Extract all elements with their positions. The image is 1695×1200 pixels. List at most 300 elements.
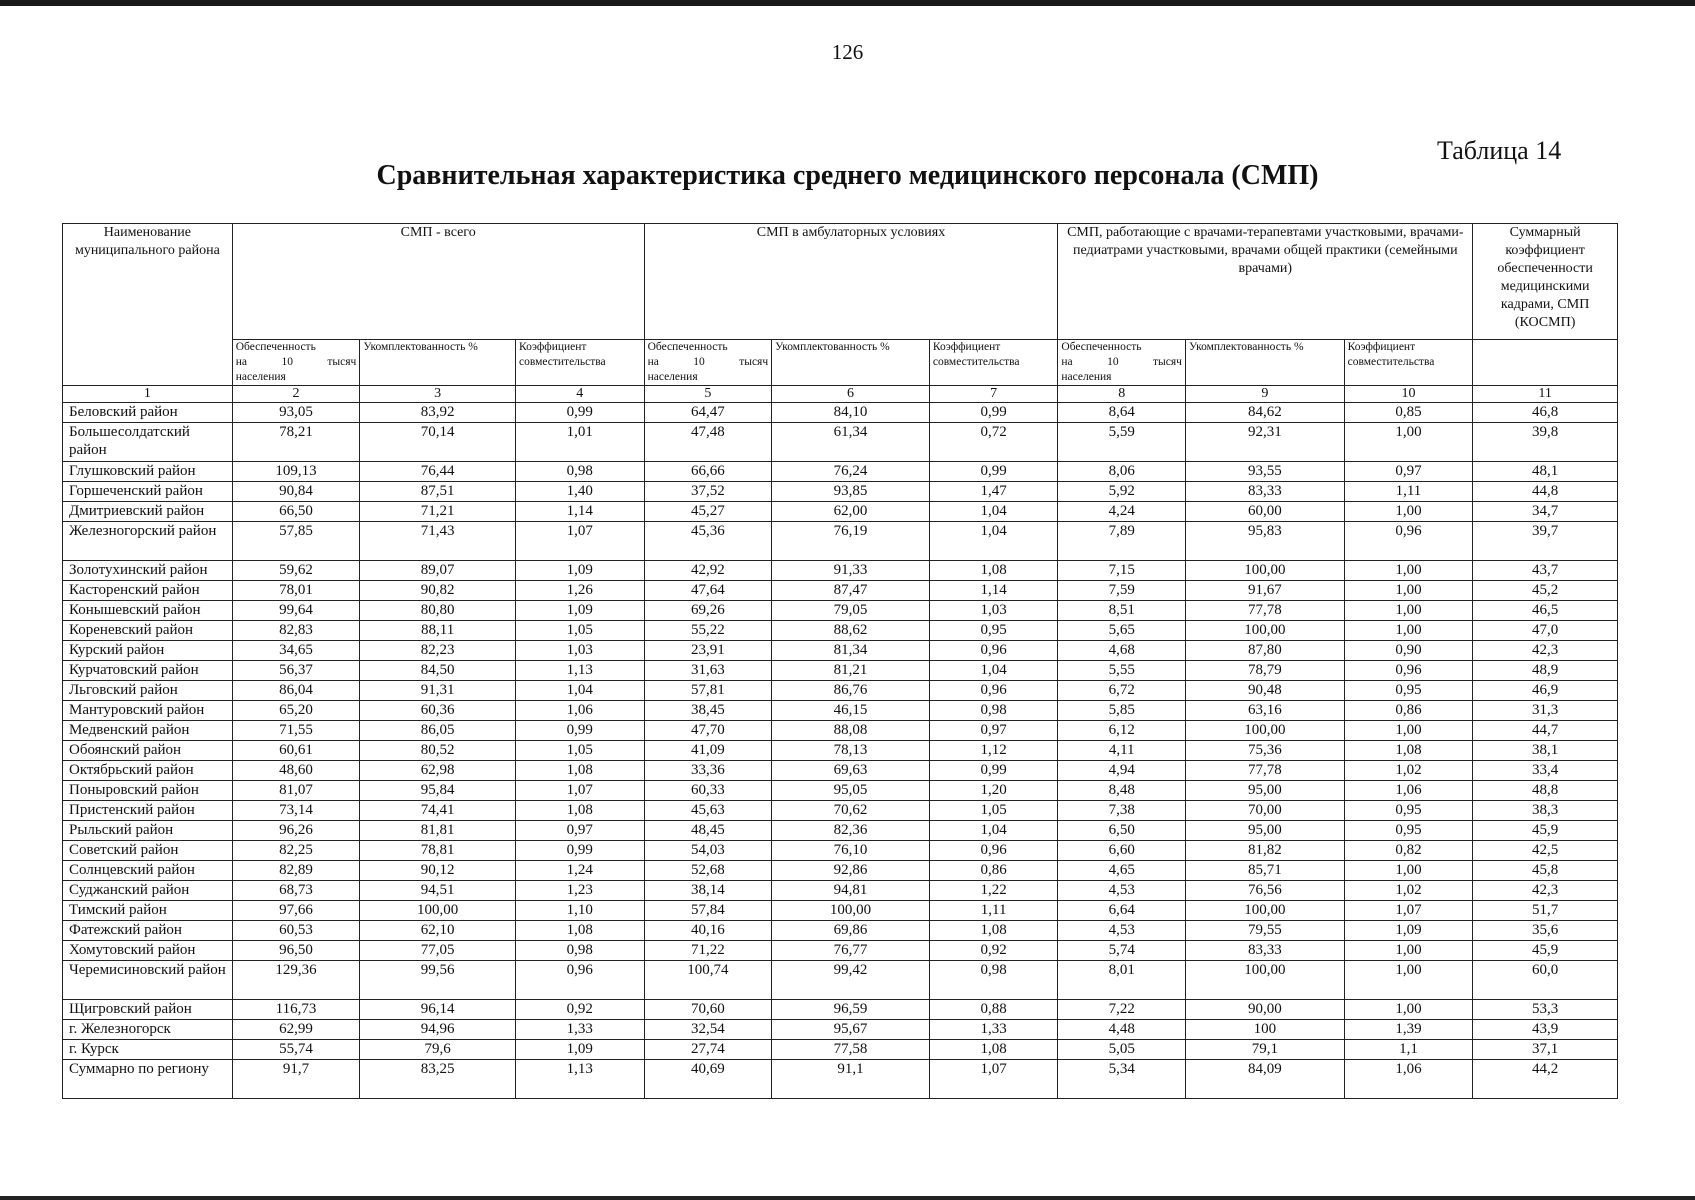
table-row [63,1020,1618,1040]
value-cell: 5,65 [1058,621,1186,641]
value-cell: 7,38 [1058,801,1186,821]
value-cell: 70,62 [772,801,930,821]
value-cell: 99,42 [772,961,930,1000]
district-name-cell: Поныровский район [63,781,233,801]
table-row [63,861,1618,881]
value-cell: 1,00 [1344,961,1473,1000]
district-name-cell: Обоянский район [63,741,233,761]
value-cell: 8,64 [1058,403,1186,423]
scan-border-bottom [0,1196,1695,1200]
value-cell: 1,10 [516,901,645,921]
value-cell: 1,04 [929,522,1058,561]
value-cell: 0,82 [1344,841,1473,861]
value-cell: 83,25 [360,1060,516,1099]
subheader-provision-word: тысяч [1153,356,1182,368]
subheader-provision-line2 [236,355,357,370]
table-row [63,881,1618,901]
value-cell: 1,33 [929,1020,1058,1040]
value-cell: 87,80 [1185,641,1344,661]
value-cell: 96,59 [772,1000,930,1020]
value-cell: 94,51 [360,881,516,901]
value-cell: 69,86 [772,921,930,941]
subheader-staffing: Укомплектованность % [1185,340,1344,386]
column-number: 9 [1185,386,1344,403]
value-cell: 91,67 [1185,581,1344,601]
value-cell: 45,63 [644,801,772,821]
value-cell: 5,74 [1058,941,1186,961]
value-cell: 75,36 [1185,741,1344,761]
table-row [63,621,1618,641]
value-cell: 0,97 [1344,462,1473,482]
value-cell: 5,05 [1058,1040,1186,1060]
subheader-provision-line1: Обеспеченность [1061,341,1142,353]
table-row [63,641,1618,661]
value-cell: 76,10 [772,841,930,861]
value-cell: 100,00 [1185,721,1344,741]
value-cell: 1,00 [1344,601,1473,621]
value-cell: 82,25 [232,841,360,861]
value-cell: 45,8 [1473,861,1618,881]
value-cell: 0,96 [1344,661,1473,681]
subheader-coefficient: Коэффициент совместительства [516,340,645,386]
district-name-cell: Медвенский район [63,721,233,741]
value-cell: 1,02 [1344,881,1473,901]
value-cell: 1,00 [1344,502,1473,522]
value-cell: 76,44 [360,462,516,482]
value-cell: 100,74 [644,961,772,1000]
value-cell: 47,70 [644,721,772,741]
table-row [63,522,1618,561]
value-cell: 34,65 [232,641,360,661]
value-cell: 95,05 [772,781,930,801]
value-cell: 1,03 [929,601,1058,621]
value-cell: 31,63 [644,661,772,681]
value-cell: 100,00 [360,901,516,921]
table-row [63,781,1618,801]
value-cell: 0,88 [929,1000,1058,1020]
value-cell: 51,7 [1473,901,1618,921]
subheader-provision [644,340,772,386]
value-cell: 81,21 [772,661,930,681]
value-cell: 129,36 [232,961,360,1000]
value-cell: 1,09 [516,1040,645,1060]
table-row [63,1000,1618,1020]
value-cell: 91,33 [772,561,930,581]
value-cell: 1,06 [1344,781,1473,801]
value-cell: 86,76 [772,681,930,701]
value-cell: 8,51 [1058,601,1186,621]
value-cell: 8,48 [1058,781,1186,801]
value-cell: 32,54 [644,1020,772,1040]
value-cell: 95,67 [772,1020,930,1040]
district-name-cell: Тимский район [63,901,233,921]
value-cell: 60,33 [644,781,772,801]
value-cell: 71,43 [360,522,516,561]
column-number: 10 [1344,386,1473,403]
value-cell: 31,3 [1473,701,1618,721]
value-cell: 93,05 [232,403,360,423]
value-cell: 79,6 [360,1040,516,1060]
value-cell: 78,21 [232,423,360,462]
value-cell: 97,66 [232,901,360,921]
district-name-cell: Горшеченский район [63,482,233,502]
table-body [63,403,1618,1099]
scan-border-top [0,0,1695,6]
value-cell: 48,1 [1473,462,1618,482]
district-name-cell: Фатежский район [63,921,233,941]
subheader-provision-line2 [648,355,769,370]
table-row [63,741,1618,761]
page-number: 126 [831,40,864,64]
district-name-cell: Железногорский район [63,522,233,561]
table-label: Таблица 14 [1437,136,1562,165]
value-cell: 0,85 [1344,403,1473,423]
value-cell: 48,60 [232,761,360,781]
table-row [63,721,1618,741]
value-cell: 0,99 [929,761,1058,781]
value-cell: 57,81 [644,681,772,701]
value-cell: 60,0 [1473,961,1618,1000]
value-cell: 79,05 [772,601,930,621]
value-cell: 27,74 [644,1040,772,1060]
value-cell: 109,13 [232,462,360,482]
value-cell: 77,05 [360,941,516,961]
value-cell: 1,08 [929,921,1058,941]
value-cell: 4,65 [1058,861,1186,881]
value-cell: 0,99 [929,462,1058,482]
value-cell: 35,6 [1473,921,1618,941]
value-cell: 4,53 [1058,881,1186,901]
value-cell: 91,31 [360,681,516,701]
value-cell: 6,50 [1058,821,1186,841]
header-row-column-numbers [63,386,1618,403]
value-cell: 77,58 [772,1040,930,1060]
value-cell: 0,97 [929,721,1058,741]
value-cell: 45,36 [644,522,772,561]
value-cell: 5,55 [1058,661,1186,681]
table-row [63,581,1618,601]
value-cell: 78,13 [772,741,930,761]
subheader-provision-word: на [235,356,248,368]
value-cell: 60,00 [1185,502,1344,522]
value-cell: 62,98 [360,761,516,781]
value-cell: 41,09 [644,741,772,761]
table-row [63,403,1618,423]
value-cell: 39,7 [1473,522,1618,561]
value-cell: 1,08 [929,561,1058,581]
value-cell: 1,04 [929,821,1058,841]
district-name-cell: Касторенский район [63,581,233,601]
table-row [63,821,1618,841]
value-cell: 1,05 [516,741,645,761]
value-cell: 45,9 [1473,821,1618,841]
value-cell: 66,66 [644,462,772,482]
value-cell: 1,07 [929,1060,1058,1099]
value-cell: 63,16 [1185,701,1344,721]
value-cell: 81,07 [232,781,360,801]
value-cell: 46,5 [1473,601,1618,621]
value-cell: 78,81 [360,841,516,861]
district-name-cell: Льговский район [63,681,233,701]
table-row [63,921,1618,941]
value-cell: 96,14 [360,1000,516,1020]
value-cell: 53,3 [1473,1000,1618,1020]
value-cell: 1,09 [516,561,645,581]
value-cell: 1,06 [1344,1060,1473,1099]
value-cell: 0,98 [929,701,1058,721]
value-cell: 1,00 [1344,561,1473,581]
value-cell: 1,07 [516,781,645,801]
value-cell: 43,7 [1473,561,1618,581]
value-cell: 54,03 [644,841,772,861]
value-cell: 74,41 [360,801,516,821]
value-cell: 0,95 [1344,681,1473,701]
subheader-staffing: Укомплектованность % [360,340,516,386]
value-cell: 1,02 [1344,761,1473,781]
value-cell: 0,97 [516,821,645,841]
column-number: 2 [232,386,360,403]
value-cell: 83,33 [1185,482,1344,502]
value-cell: 34,7 [1473,502,1618,522]
value-cell: 0,96 [929,641,1058,661]
value-cell: 87,47 [772,581,930,601]
value-cell: 46,15 [772,701,930,721]
value-cell: 0,98 [929,961,1058,1000]
value-cell: 82,89 [232,861,360,881]
value-cell: 92,86 [772,861,930,881]
value-cell: 5,85 [1058,701,1186,721]
value-cell: 0,99 [516,841,645,861]
value-cell: 1,08 [516,801,645,821]
value-cell: 1,08 [516,761,645,781]
subheader-provision [1058,340,1186,386]
value-cell: 88,62 [772,621,930,641]
value-cell: 1,05 [929,801,1058,821]
value-cell: 1,04 [929,661,1058,681]
value-cell: 0,96 [929,841,1058,861]
value-cell: 1,40 [516,482,645,502]
value-cell: 89,07 [360,561,516,581]
district-name-cell: Солнцевский район [63,861,233,881]
value-cell: 1,23 [516,881,645,901]
value-cell: 71,55 [232,721,360,741]
value-cell: 48,8 [1473,781,1618,801]
table-row [63,462,1618,482]
subheader-provision-line1: Обеспеченность [647,341,728,353]
district-name-cell: Суммарно по региону [63,1060,233,1099]
value-cell: 93,55 [1185,462,1344,482]
value-cell: 6,12 [1058,721,1186,741]
value-cell: 4,11 [1058,741,1186,761]
value-cell: 83,33 [1185,941,1344,961]
value-cell: 0,92 [929,941,1058,961]
value-cell: 0,96 [516,961,645,1000]
value-cell: 61,34 [772,423,930,462]
value-cell: 23,91 [644,641,772,661]
district-name-cell: г. Железногорск [63,1020,233,1040]
value-cell: 8,06 [1058,462,1186,482]
value-cell: 8,01 [1058,961,1186,1000]
table-row [63,423,1618,462]
table-row [63,1040,1618,1060]
value-cell: 1,1 [1344,1040,1473,1060]
value-cell: 5,59 [1058,423,1186,462]
value-cell: 95,00 [1185,821,1344,841]
value-cell: 46,9 [1473,681,1618,701]
district-name-cell: Беловский район [63,403,233,423]
value-cell: 84,62 [1185,403,1344,423]
value-cell: 100,00 [1185,561,1344,581]
value-cell: 48,9 [1473,661,1618,681]
subheader-provision-word: 10 [693,356,705,368]
value-cell: 45,2 [1473,581,1618,601]
value-cell: 95,00 [1185,781,1344,801]
value-cell: 40,69 [644,1060,772,1099]
header-row-groups [63,224,1618,340]
value-cell: 86,04 [232,681,360,701]
value-cell: 1,00 [1344,721,1473,741]
subheader-provision-line3: населения [235,371,286,383]
value-cell: 70,14 [360,423,516,462]
value-cell: 0,86 [929,861,1058,881]
value-cell: 86,05 [360,721,516,741]
value-cell: 1,05 [516,621,645,641]
value-cell: 0,99 [929,403,1058,423]
value-cell: 7,89 [1058,522,1186,561]
column-number: 7 [929,386,1058,403]
district-name-cell: Суджанский район [63,881,233,901]
table-row [63,681,1618,701]
value-cell: 1,09 [1344,921,1473,941]
value-cell: 40,16 [644,921,772,941]
value-cell: 42,92 [644,561,772,581]
value-cell: 4,24 [1058,502,1186,522]
value-cell: 1,00 [1344,941,1473,961]
district-name-cell: Золотухинский район [63,561,233,581]
value-cell: 60,36 [360,701,516,721]
column-number: 1 [63,386,233,403]
value-cell: 73,14 [232,801,360,821]
value-cell: 77,78 [1185,761,1344,781]
value-cell: 0,99 [516,721,645,741]
value-cell: 78,01 [232,581,360,601]
value-cell: 62,99 [232,1020,360,1040]
value-cell: 76,77 [772,941,930,961]
value-cell: 90,82 [360,581,516,601]
value-cell: 85,71 [1185,861,1344,881]
value-cell: 5,34 [1058,1060,1186,1099]
value-cell: 42,5 [1473,841,1618,861]
subheader-provision [232,340,360,386]
value-cell: 64,47 [644,403,772,423]
header-row-subcolumns [63,340,1618,386]
staff-comparison-table [62,223,1618,1099]
value-cell: 1,01 [516,423,645,462]
table-row [63,482,1618,502]
value-cell: 62,00 [772,502,930,522]
value-cell: 1,07 [1344,901,1473,921]
value-cell: 78,79 [1185,661,1344,681]
value-cell: 38,3 [1473,801,1618,821]
value-cell: 47,0 [1473,621,1618,641]
district-name-cell: Большесолдатский район [63,423,233,462]
district-name-cell: Курский район [63,641,233,661]
value-cell: 44,8 [1473,482,1618,502]
table-row [63,502,1618,522]
value-cell: 84,50 [360,661,516,681]
district-name-cell: Глушковский район [63,462,233,482]
value-cell: 82,36 [772,821,930,841]
value-cell: 1,33 [516,1020,645,1040]
value-cell: 81,81 [360,821,516,841]
value-cell: 96,50 [232,941,360,961]
value-cell: 100,00 [1185,621,1344,641]
value-cell: 116,73 [232,1000,360,1020]
value-cell: 52,68 [644,861,772,881]
value-cell: 70,60 [644,1000,772,1020]
district-name-cell: Октябрьский район [63,761,233,781]
header-smp-therapists: СМП, работающие с врачами-терапевтами участковыми, врачами-педиатрами участковыми, врачами общей практики (семейными врачами) [1058,224,1473,340]
subheader-provision-line2 [1061,355,1182,370]
value-cell: 4,53 [1058,921,1186,941]
value-cell: 91,1 [772,1060,930,1099]
value-cell: 1,09 [516,601,645,621]
value-cell: 4,68 [1058,641,1186,661]
value-cell: 1,00 [1344,621,1473,641]
value-cell: 79,1 [1185,1040,1344,1060]
value-cell: 94,96 [360,1020,516,1040]
subheader-provision-word: на [1061,356,1073,368]
value-cell: 1,13 [516,1060,645,1099]
header-smp-ambulatory: СМП в амбулаторных условиях [644,224,1058,340]
value-cell: 84,09 [1185,1060,1344,1099]
value-cell: 65,20 [232,701,360,721]
value-cell: 1,08 [1344,741,1473,761]
value-cell: 1,20 [929,781,1058,801]
column-number: 4 [516,386,645,403]
value-cell: 1,26 [516,581,645,601]
value-cell: 44,7 [1473,721,1618,741]
district-name-cell: Кореневский район [63,621,233,641]
value-cell: 48,45 [644,821,772,841]
value-cell: 56,37 [232,661,360,681]
district-name-cell: Хомутовский район [63,941,233,961]
table-row [63,561,1618,581]
subheader-provision-word: 10 [1107,356,1119,368]
table-row [63,801,1618,821]
value-cell: 80,80 [360,601,516,621]
value-cell: 44,2 [1473,1060,1618,1099]
value-cell: 45,9 [1473,941,1618,961]
value-cell: 1,06 [516,701,645,721]
value-cell: 82,83 [232,621,360,641]
table-row [63,841,1618,861]
district-name-cell: Курчатовский район [63,661,233,681]
subheader-provision-word: 10 [281,356,293,368]
subheader-provision-line1: Обеспеченность [235,341,316,353]
value-cell: 7,59 [1058,581,1186,601]
value-cell: 76,24 [772,462,930,482]
value-cell: 81,34 [772,641,930,661]
value-cell: 1,12 [929,741,1058,761]
value-cell: 1,00 [1344,861,1473,881]
value-cell: 55,74 [232,1040,360,1060]
value-cell: 0,95 [1344,821,1473,841]
value-cell: 1,08 [516,921,645,941]
value-cell: 1,22 [929,881,1058,901]
value-cell: 1,04 [516,681,645,701]
value-cell: 42,3 [1473,641,1618,661]
